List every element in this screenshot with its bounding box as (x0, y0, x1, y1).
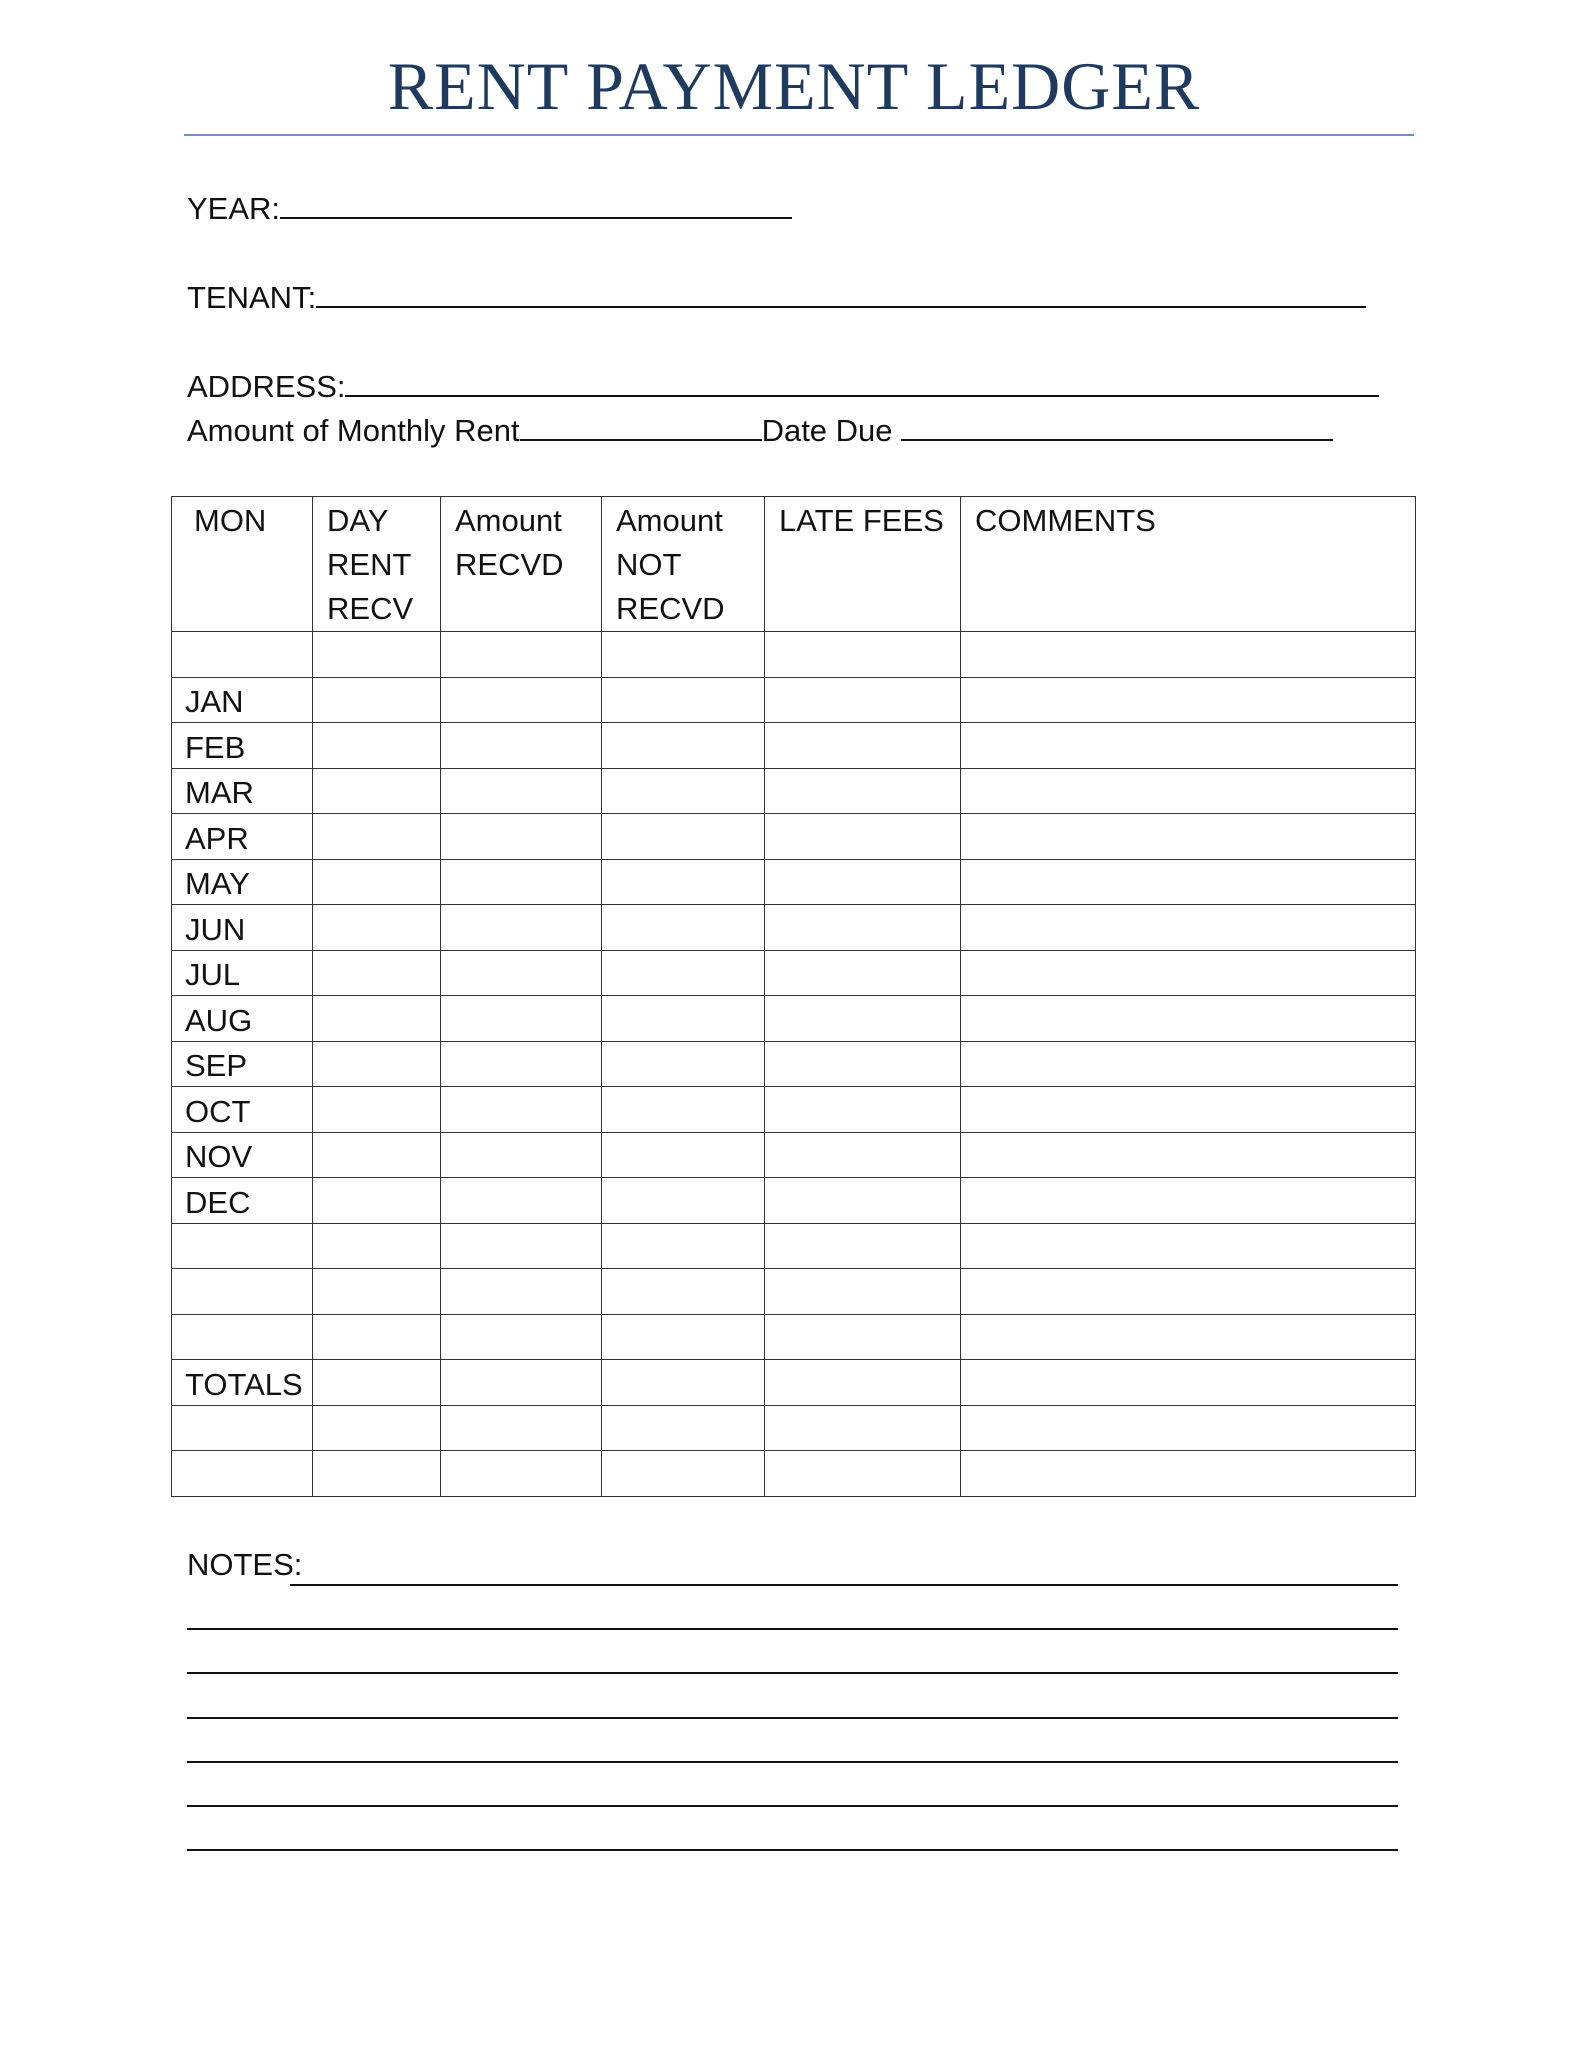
late-fees-cell[interactable] (765, 1360, 961, 1406)
late-fees-cell[interactable] (765, 859, 961, 905)
table-row (172, 1041, 1416, 1087)
late-fees-cell[interactable] (765, 905, 961, 951)
day-rent-recv-cell[interactable] (313, 1269, 441, 1315)
month-cell (172, 1451, 313, 1497)
month-cell: DEC (172, 1178, 313, 1224)
amount-recvd-cell[interactable] (441, 905, 602, 951)
header-amount-recvd: Amount RECVD (441, 497, 602, 632)
late-fees-cell[interactable] (765, 814, 961, 860)
table-row (172, 814, 1416, 860)
amount-recvd-cell[interactable] (441, 1360, 602, 1406)
day-rent-recv-cell[interactable] (313, 814, 441, 860)
header-comments: COMMENTS (961, 497, 1416, 632)
rent-date-field[interactable] (187, 409, 1333, 451)
month-cell (172, 1223, 313, 1269)
notes-line[interactable] (187, 1805, 1398, 1807)
day-rent-recv-cell[interactable] (313, 1451, 441, 1497)
day-rent-recv-cell[interactable] (313, 1041, 441, 1087)
amount-recvd-cell[interactable] (441, 1041, 602, 1087)
amount-recvd-cell[interactable] (441, 1087, 602, 1133)
amount-not-recvd-cell[interactable] (602, 1223, 765, 1269)
comments-cell[interactable] (961, 814, 1416, 860)
amount-recvd-cell[interactable] (441, 814, 602, 860)
amount-not-recvd-cell[interactable] (602, 723, 765, 769)
table-row (172, 1360, 1416, 1406)
table-row (172, 950, 1416, 996)
header-row (172, 497, 1416, 632)
table-row (172, 1451, 1416, 1497)
late-fees-cell[interactable] (765, 1041, 961, 1087)
late-fees-cell[interactable] (765, 1178, 961, 1224)
comments-cell[interactable] (961, 905, 1416, 951)
comments-cell[interactable] (961, 1087, 1416, 1133)
tenant-field[interactable] (187, 276, 1366, 318)
header-day-rent-recv: DAY RENT RECV (313, 497, 441, 632)
month-cell: APR (172, 814, 313, 860)
amount-not-recvd-cell[interactable] (602, 905, 765, 951)
header-late-fees: LATE FEES (765, 497, 961, 632)
table-row (172, 905, 1416, 951)
day-rent-recv-cell[interactable] (313, 1314, 441, 1360)
monthly-rent-label: Amount of Monthly Rent (187, 413, 520, 448)
day-rent-recv-cell[interactable] (313, 1223, 441, 1269)
table-row (172, 1087, 1416, 1133)
comments-cell[interactable] (961, 950, 1416, 996)
day-rent-recv-cell[interactable] (313, 996, 441, 1042)
amount-not-recvd-cell[interactable] (602, 1087, 765, 1133)
late-fees-cell[interactable] (765, 768, 961, 814)
amount-recvd-cell[interactable] (441, 768, 602, 814)
table-row (172, 996, 1416, 1042)
amount-recvd-cell[interactable] (441, 996, 602, 1042)
amount-recvd-cell[interactable] (441, 1178, 602, 1224)
day-rent-recv-cell[interactable] (313, 1178, 441, 1224)
month-cell: OCT (172, 1087, 313, 1133)
day-rent-recv-cell[interactable] (313, 1360, 441, 1406)
late-fees-cell[interactable] (765, 1269, 961, 1315)
amount-not-recvd-cell[interactable] (602, 1178, 765, 1224)
table-row (172, 1178, 1416, 1224)
amount-not-recvd-cell[interactable] (602, 950, 765, 996)
comments-cell[interactable] (961, 1451, 1416, 1497)
month-cell: SEP (172, 1041, 313, 1087)
year-blank[interactable] (280, 187, 792, 219)
comments-cell[interactable] (961, 677, 1416, 723)
notes-line[interactable] (187, 1672, 1398, 1674)
header-amount-not-recvd: Amount NOT RECVD (602, 497, 765, 632)
monthly-rent-blank[interactable] (520, 409, 762, 441)
comments-cell[interactable] (961, 1178, 1416, 1224)
late-fees-cell[interactable] (765, 1405, 961, 1451)
late-fees-cell[interactable] (765, 1223, 961, 1269)
amount-recvd-cell[interactable] (441, 1314, 602, 1360)
day-rent-recv-cell[interactable] (313, 1405, 441, 1451)
header-mon: MON (172, 497, 313, 632)
month-cell: JUL (172, 950, 313, 996)
tenant-blank[interactable] (316, 276, 1366, 308)
day-rent-recv-cell[interactable] (313, 768, 441, 814)
table-row (172, 677, 1416, 723)
comments-cell[interactable] (961, 859, 1416, 905)
notes-line[interactable] (187, 1628, 1398, 1630)
table-row (172, 768, 1416, 814)
amount-not-recvd-cell[interactable] (602, 632, 765, 678)
amount-not-recvd-cell[interactable] (602, 1314, 765, 1360)
day-rent-recv-cell[interactable] (313, 950, 441, 996)
day-rent-recv-cell[interactable] (313, 632, 441, 678)
amount-recvd-cell[interactable] (441, 1405, 602, 1451)
amount-not-recvd-cell[interactable] (602, 1360, 765, 1406)
late-fees-cell[interactable] (765, 1314, 961, 1360)
month-cell: AUG (172, 996, 313, 1042)
day-rent-recv-cell[interactable] (313, 677, 441, 723)
day-rent-recv-cell[interactable] (313, 723, 441, 769)
amount-recvd-cell[interactable] (441, 723, 602, 769)
table-row (172, 1314, 1416, 1360)
table-row (172, 1132, 1416, 1178)
month-cell (172, 1314, 313, 1360)
late-fees-cell[interactable] (765, 723, 961, 769)
date-due-label: Date Due (761, 413, 893, 448)
table-row (172, 632, 1416, 678)
comments-cell[interactable] (961, 723, 1416, 769)
comments-cell[interactable] (961, 996, 1416, 1042)
notes-label: NOTES: (187, 1547, 303, 1582)
late-fees-cell[interactable] (765, 1132, 961, 1178)
month-cell: NOV (172, 1132, 313, 1178)
month-cell (172, 1269, 313, 1315)
amount-not-recvd-cell[interactable] (602, 768, 765, 814)
late-fees-cell[interactable] (765, 996, 961, 1042)
amount-recvd-cell[interactable] (441, 1451, 602, 1497)
comments-cell[interactable] (961, 1041, 1416, 1087)
date-due-blank[interactable] (901, 409, 1333, 441)
month-cell: TOTALS (172, 1360, 313, 1406)
amount-recvd-cell[interactable] (441, 1223, 602, 1269)
address-label: ADDRESS: (187, 369, 346, 404)
late-fees-cell[interactable] (765, 677, 961, 723)
comments-cell[interactable] (961, 632, 1416, 678)
amount-not-recvd-cell[interactable] (602, 814, 765, 860)
amount-not-recvd-cell[interactable] (602, 1041, 765, 1087)
amount-recvd-cell[interactable] (441, 1132, 602, 1178)
ledger-table (171, 496, 1416, 1497)
page-title: RENT PAYMENT LEDGER (387, 48, 1201, 124)
year-label: YEAR: (187, 191, 281, 226)
amount-not-recvd-cell[interactable] (602, 859, 765, 905)
title-divider (184, 134, 1414, 136)
late-fees-cell[interactable] (765, 950, 961, 996)
month-cell (172, 632, 313, 678)
amount-recvd-cell[interactable] (441, 950, 602, 996)
month-cell: MAR (172, 768, 313, 814)
late-fees-cell[interactable] (765, 632, 961, 678)
table-row (172, 859, 1416, 905)
amount-recvd-cell[interactable] (441, 677, 602, 723)
notes-line[interactable] (187, 1717, 1398, 1719)
amount-recvd-cell[interactable] (441, 632, 602, 678)
late-fees-cell[interactable] (765, 1451, 961, 1497)
comments-cell[interactable] (961, 1269, 1416, 1315)
day-rent-recv-cell[interactable] (313, 1132, 441, 1178)
amount-not-recvd-cell[interactable] (602, 1451, 765, 1497)
month-cell (172, 1405, 313, 1451)
month-cell: MAY (172, 859, 313, 905)
comments-cell[interactable] (961, 1223, 1416, 1269)
year-field[interactable] (187, 187, 792, 229)
month-cell: JAN (172, 677, 313, 723)
tenant-label: TENANT: (187, 280, 317, 315)
amount-not-recvd-cell[interactable] (602, 1132, 765, 1178)
comments-cell[interactable] (961, 768, 1416, 814)
notes-line[interactable] (187, 1761, 1398, 1763)
month-cell: FEB (172, 723, 313, 769)
amount-recvd-cell[interactable] (441, 859, 602, 905)
table-row (172, 1223, 1416, 1269)
notes-line[interactable] (187, 1849, 1398, 1851)
late-fees-cell[interactable] (765, 1087, 961, 1133)
comments-cell[interactable] (961, 1314, 1416, 1360)
amount-not-recvd-cell[interactable] (602, 677, 765, 723)
day-rent-recv-cell[interactable] (313, 859, 441, 905)
comments-cell[interactable] (961, 1360, 1416, 1406)
notes-line[interactable] (290, 1584, 1398, 1586)
day-rent-recv-cell[interactable] (313, 1087, 441, 1133)
amount-recvd-cell[interactable] (441, 1269, 602, 1315)
address-blank[interactable] (345, 365, 1379, 397)
address-field[interactable] (187, 365, 1379, 407)
month-cell: JUN (172, 905, 313, 951)
table-row (172, 1405, 1416, 1451)
amount-not-recvd-cell[interactable] (602, 996, 765, 1042)
day-rent-recv-cell[interactable] (313, 905, 441, 951)
table-row (172, 723, 1416, 769)
table-row (172, 1269, 1416, 1315)
comments-cell[interactable] (961, 1405, 1416, 1451)
comments-cell[interactable] (961, 1132, 1416, 1178)
amount-not-recvd-cell[interactable] (602, 1405, 765, 1451)
amount-not-recvd-cell[interactable] (602, 1269, 765, 1315)
